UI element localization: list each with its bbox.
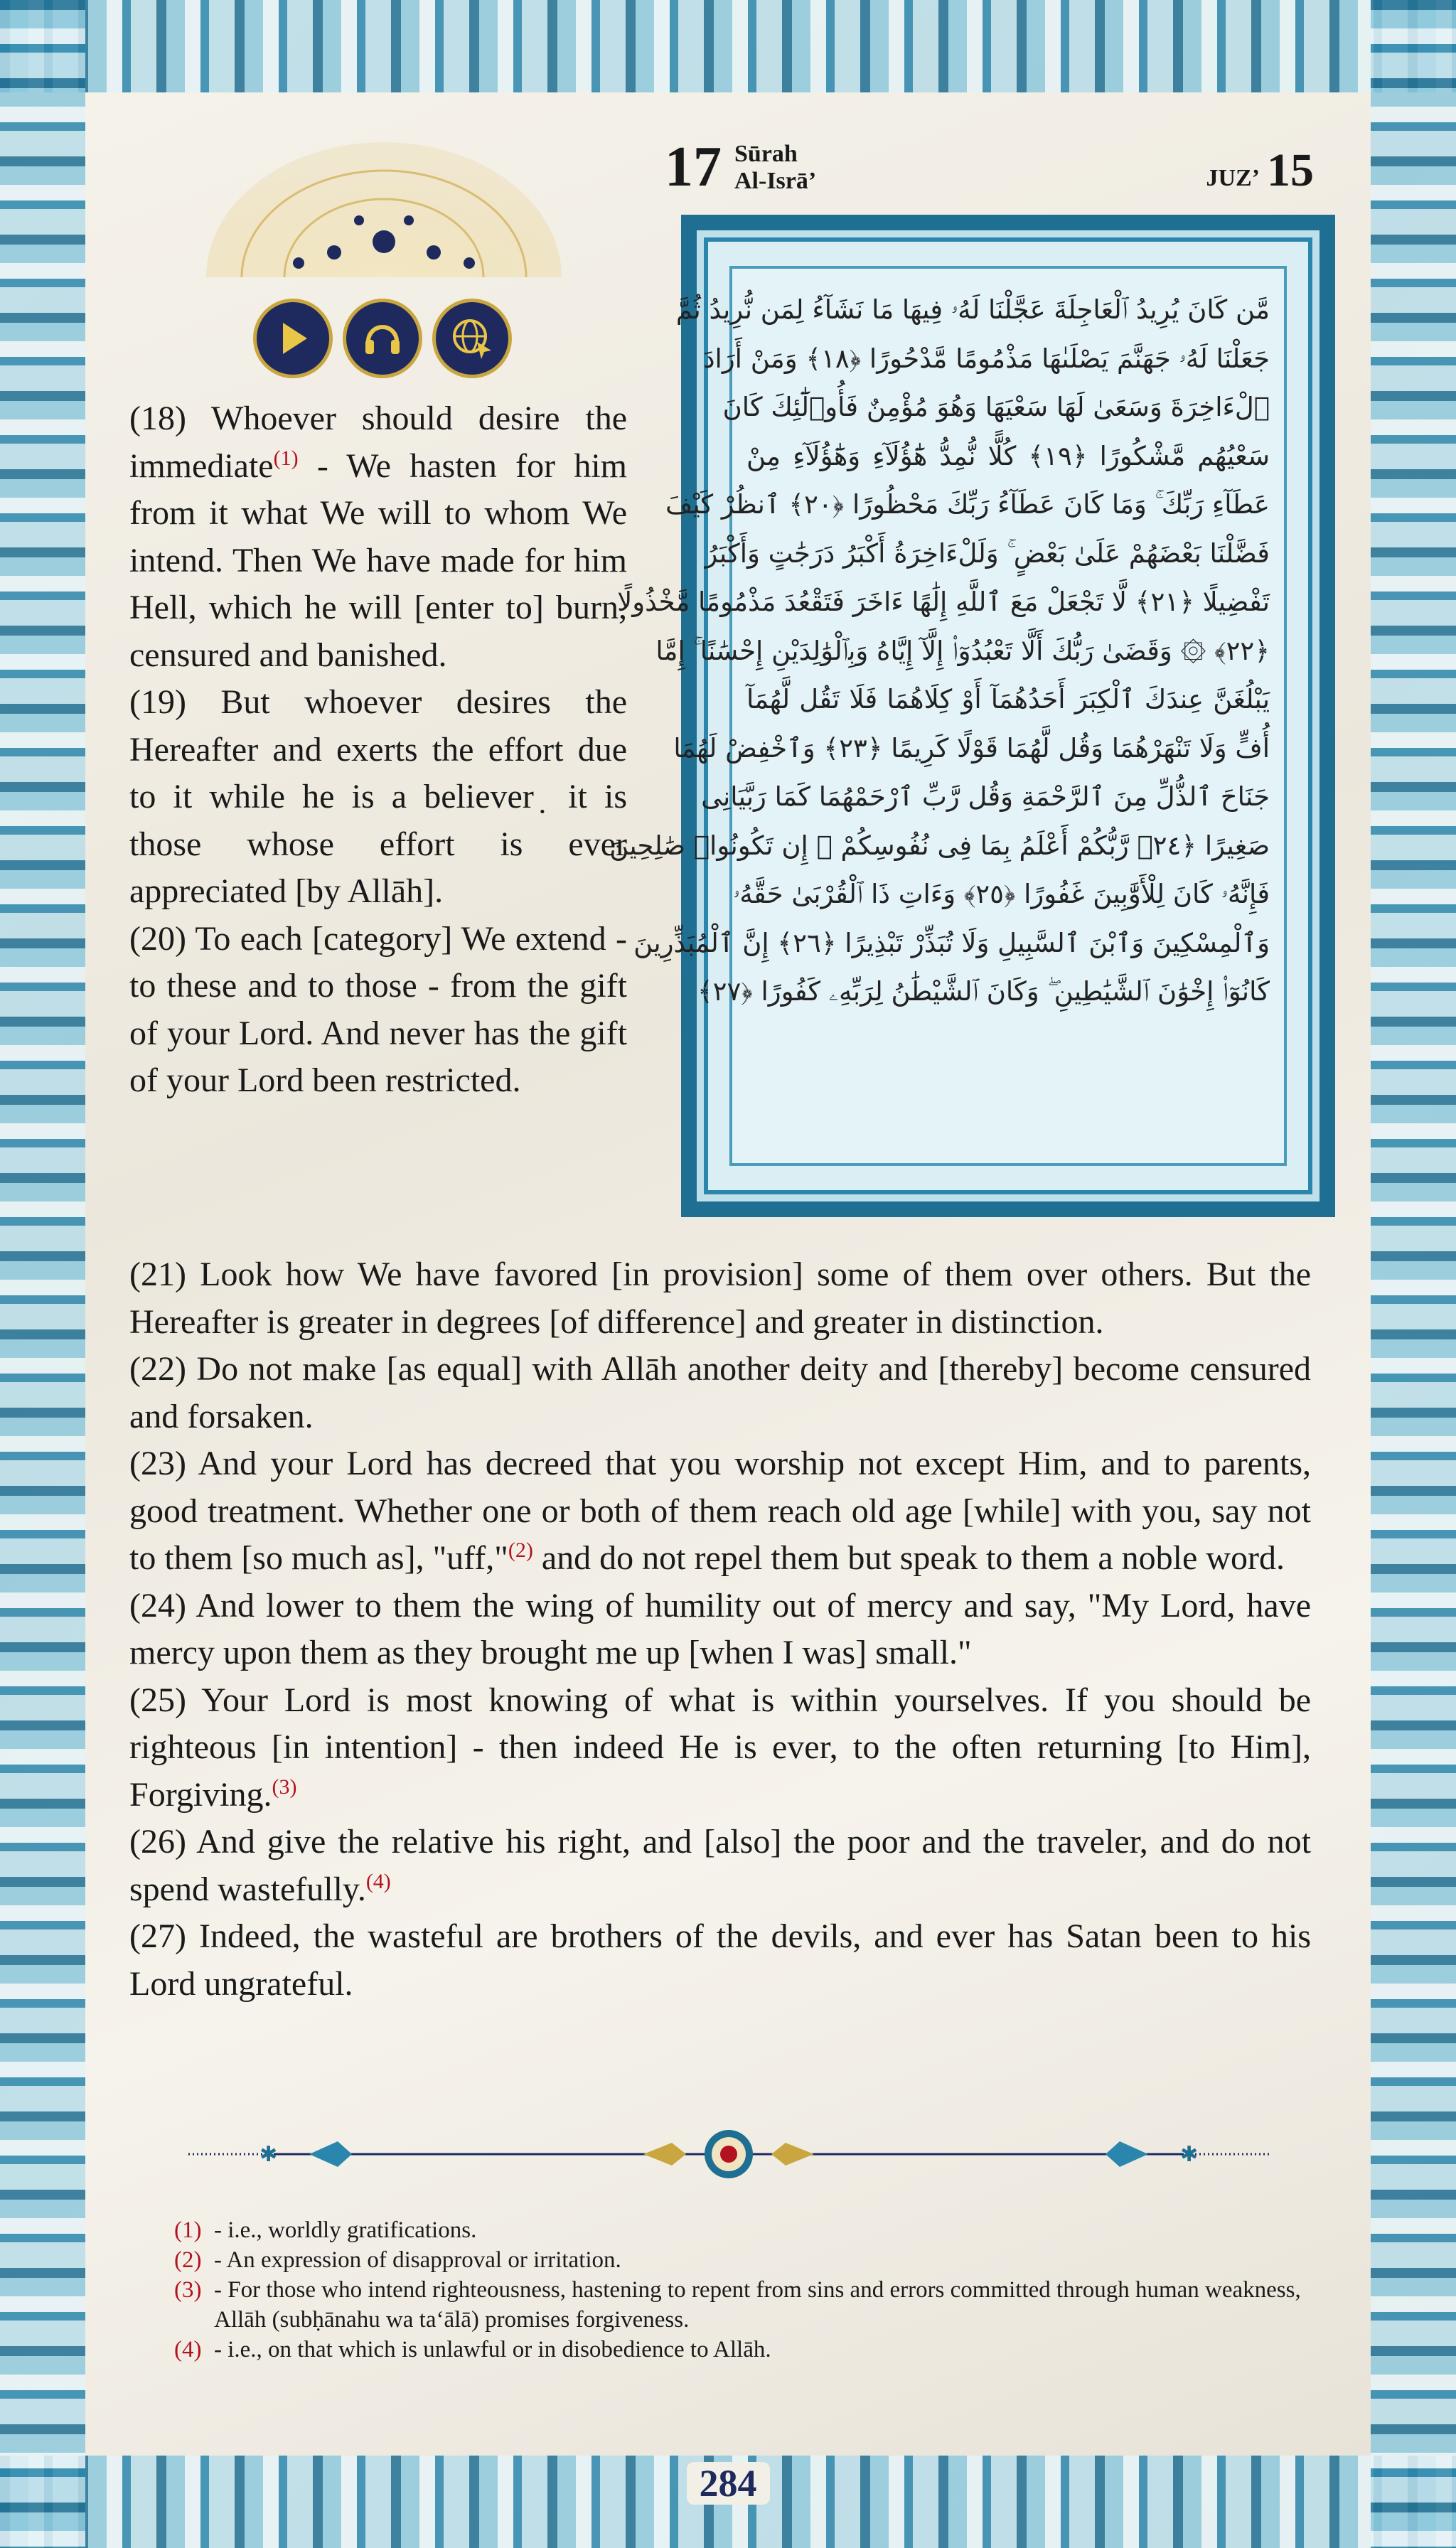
page-number-value: 284 (687, 2462, 770, 2505)
svg-text:✱: ✱ (259, 2142, 278, 2167)
arabic-line: مَّن كَانَ يُرِيدُ ٱلْعَاجِلَةَ عَجَّلْنَا لَهُۥ فِيهَا مَا نَشَآءُ لِمَن نُّرِيدُ ثُمَّ (675, 294, 1270, 325)
juz-indicator (1206, 144, 1314, 198)
verse-18 (129, 395, 627, 679)
juz-number: 15 (1267, 144, 1314, 196)
footnote-number: (2) (174, 2247, 202, 2273)
footnote-2 (174, 2245, 1312, 2275)
footnote-ref[interactable]: (1) (273, 446, 299, 470)
ornamental-border-left (0, 0, 85, 2548)
verse-24: (24) And lower to them the wing of humility out of mercy and say, "My Lord, have mercy upon them as they brought me up [when I was] small." (129, 1586, 1311, 1671)
arabic-text-panel (609, 215, 1335, 1217)
verse-23 (129, 1440, 1311, 1583)
svg-text:✱: ✱ (1180, 2142, 1199, 2167)
media-controls (253, 299, 512, 378)
ornamental-border-right (1371, 0, 1456, 2548)
surah-number: 17 (665, 136, 722, 198)
verse-26 (129, 1819, 1311, 1913)
footnote-number: (1) (174, 2217, 202, 2243)
surah-name: Al-Isrā’ (734, 167, 817, 194)
verse-20: (20) To each [category] We extend - to these and to those - from the gift of your Lord. And never has the gift of your Lord been restricted. (129, 919, 627, 1099)
footnote-number: (4) (174, 2337, 202, 2362)
web-button[interactable] (432, 299, 512, 378)
verse-text: (18) Whoever should desire the immediate (129, 400, 627, 485)
footnote-text: - i.e., on that which is unlawful or in disobedience to Allāh. (214, 2337, 771, 2362)
arabic-line: جَعَلْنَا لَهُۥ جَهَنَّمَ يَصْلَىٰهَا مَذْمُومًا مَّدْحُورًا ﴿١٨﴾ وَمَنْ أَرَادَ (703, 343, 1270, 374)
play-button[interactable] (253, 299, 333, 378)
arabic-line: وَٱلْمِسْكِينَ وَٱبْنَ ٱلسَّبِيلِ وَلَا تُبَذِّرْ تَبْذِيرًا ﴿٢٦﴾ إِنَّ ٱلْمُبَذِّرِينَ (633, 927, 1270, 958)
surah-label: Sūrah (734, 140, 798, 167)
verse-25 (129, 1677, 1311, 1819)
arabic-line: فَضَّلْنَا بَعْضَهُمْ عَلَىٰ بَعْضٍ ۚ وَلَلْءَاخِرَةُ أَكْبَرُ دَرَجَٰتٍ وَأَكْبَرُ (705, 537, 1270, 569)
footnote-number: (3) (174, 2277, 202, 2303)
headphones-icon (360, 316, 405, 361)
ornamental-divider (188, 2126, 1269, 2183)
arabic-line: فَإِنَّهُۥ كَانَ لِلْأَوَّٰبِينَ غَفُورًا ﴿٢٥﴾ وَءَاتِ ذَا ٱلْقُرْبَىٰ حَقَّهُۥ (732, 879, 1270, 909)
verse-text: (25) Your Lord is most knowing of what is within yourselves. If you should be righteous [in intention] - then indeed He is ever, to the often returning [to Him], Forgiving. (129, 1681, 1311, 1814)
globe-icon (449, 315, 496, 362)
footnote-text: - i.e., worldly gratifications. (214, 2217, 477, 2243)
arabic-line: كَانُوٓا۟ إِخْوَٰنَ ٱلشَّيَٰطِينِ ۖ وَكَانَ ٱلشَّيْطَٰنُ لِرَبِّهِۦ كَفُورًا ﴿٢٧﴾ (697, 976, 1270, 1007)
footnote-ref[interactable]: (2) (508, 1538, 533, 1562)
footnote-ref[interactable]: (4) (365, 1869, 391, 1893)
verse-22: (22) Do not make [as equal] with Allāh another deity and [thereby] become censured and forsaken. (129, 1350, 1311, 1435)
footnote-3 (174, 2275, 1312, 2335)
mandala-ornament (192, 135, 576, 277)
footnote-text: - For those who intend righteousness, hastening to repent from sins and errors committed through human weakness, Allāh (subḥānahu wa ta‘ālā) promises forgiveness. (214, 2277, 1301, 2333)
surah-header (665, 135, 816, 200)
verse-27: (27) Indeed, the wasteful are brothers of the devils, and ever has Satan been to his Lord ungrateful. (129, 1917, 1311, 2003)
arabic-line: صَغِيرًا ﴿٢٤﴾ رَّبُّكُمْ أَعْلَمُ بِمَا فِى نُفُوسِكُمْ ۚ إِن تَكُونُوا۟ صَٰلِحِينَ (609, 830, 1270, 861)
arabic-line: عَطَآءِ رَبِّكَ ۚ وَمَا كَانَ عَطَآءُ رَبِّكَ مَحْظُورًا ﴿٢٠﴾ ٱنظُرْ كَيْفَ (665, 489, 1270, 520)
verse-text: - We hasten for him from it what We will to whom We intend. Then We have made for him Hell, which he will [enter to] burn, censured and banished. (129, 446, 627, 674)
juz-label: JUZ’ (1206, 165, 1260, 191)
verse-19: (19) But whoever desires the Hereafter and exerts the effort due to it while he is a believer ̣ it is those whose effort is ever appreciated [by Allāh]. (129, 683, 627, 910)
verse-text: and do not repel them but speak to them a noble word. (532, 1539, 1285, 1577)
verse-21: (21) Look how We have favored [in provision] some of them over others. But the Hereafter is greater in degrees [of difference] and greater in distinction. (129, 1256, 1311, 1341)
arabic-line: جَنَاحَ ٱلذُّلِّ مِنَ ٱلرَّحْمَةِ وَقُل رَّبِّ ٱرْحَمْهُمَا كَمَا رَبَّيَانِى (701, 781, 1270, 812)
play-icon (272, 317, 314, 360)
translation-column-top (129, 395, 627, 1105)
arabic-line: يَبْلُغَنَّ عِندَكَ ٱلْكِبَرَ أَحَدُهُمَآ أَوْ كِلَاهُمَا فَلَا تَقُل لَّهُمَآ (746, 684, 1270, 714)
footnotes (174, 2215, 1312, 2365)
verse-text: (23) And your Lord has decreed that you worship not except Him, and to parents, good treatment. Whether one or both of them reach old age [while] with you, say not to them [so much as], "uff," (129, 1445, 1311, 1577)
surah-title (734, 141, 816, 195)
arabic-line: ٱلْءَاخِرَةَ وَسَعَىٰ لَهَا سَعْيَهَا وَهُوَ مُؤْمِنٌ فَأُو۟لَٰٓئِكَ كَانَ (722, 392, 1270, 422)
arabic-line: ﴿٢٢﴾ ۞ وَقَضَىٰ رَبُّكَ أَلَّا تَعْبُدُوٓا۟ إِلَّآ إِيَّاهُ وَبِٱلْوَٰلِدَيْنِ إِحْسَٰنًا ۚ إِمَّا (655, 635, 1270, 666)
arabic-line: أُفٍّ وَلَا تَنْهَرْهُمَا وَقُل لَّهُمَا قَوْلًا كَرِيمًا ﴿٢٣﴾ وَٱخْفِضْ لَهُمَا (673, 732, 1270, 764)
footnote-ref[interactable]: (3) (272, 1774, 297, 1799)
verse-text: (26) And give the relative his right, and [also] the poor and the traveler, and do not spend wastefully. (129, 1823, 1311, 1908)
arabic-line: سَعْيُهُم مَّشْكُورًا ﴿١٩﴾ كُلًّا نُّمِدُّ هَٰٓؤُلَآءِ وَهَٰٓؤُلَآءِ مِنْ (746, 440, 1270, 471)
page-number (0, 2461, 1456, 2505)
arabic-text (609, 266, 1287, 1166)
arabic-line: تَفْضِيلًا ﴿٢١﴾ لَّا تَجْعَلْ مَعَ ٱللَّهِ إِلَٰهًا ءَاخَرَ فَتَقْعُدَ مَذْمُومًا مَّخْذُولًا (617, 587, 1270, 617)
translation-main (129, 1251, 1311, 2008)
footnote-text: - An expression of disapproval or irritation. (214, 2247, 621, 2273)
footnote-1 (174, 2215, 1312, 2245)
footnote-4 (174, 2335, 1312, 2365)
ornamental-border-top (0, 0, 1456, 92)
listen-button[interactable] (343, 299, 422, 378)
